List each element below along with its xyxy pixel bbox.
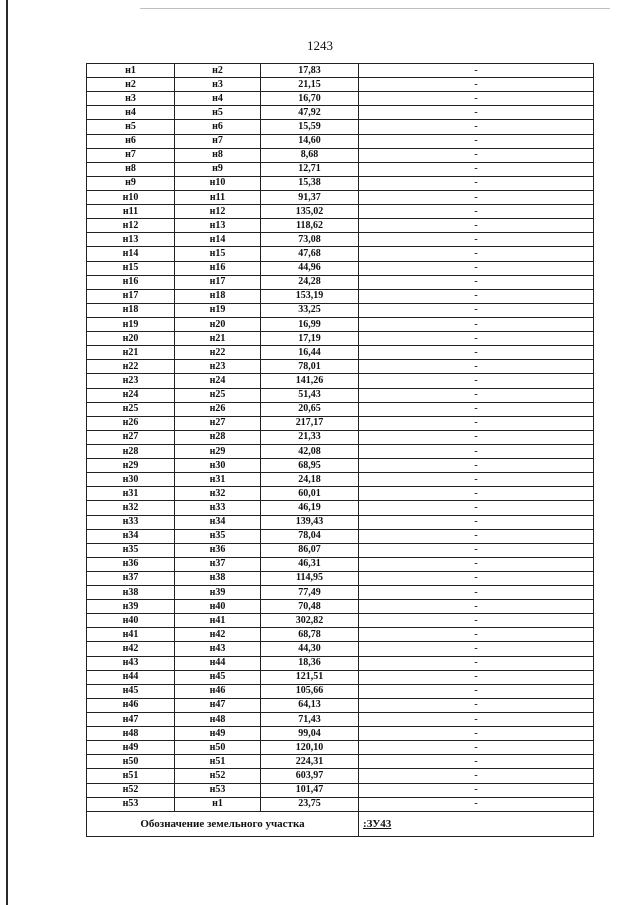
note-cell: - — [359, 134, 594, 148]
to-point-cell: н49 — [175, 727, 261, 741]
page-number: 1243 — [307, 38, 333, 53]
table-row — [87, 402, 594, 416]
land-plot-label: Обозначение земельного участка — [87, 811, 359, 836]
length-cell: 101,47 — [261, 783, 359, 797]
table-row — [87, 529, 594, 543]
from-point-cell: н34 — [87, 529, 175, 543]
length-cell: 24,18 — [261, 473, 359, 487]
length-cell: 73,08 — [261, 233, 359, 247]
to-point-cell: н16 — [175, 261, 261, 275]
to-point-cell: н52 — [175, 769, 261, 783]
from-point-cell: н40 — [87, 614, 175, 628]
note-cell: - — [359, 642, 594, 656]
from-point-cell: н52 — [87, 783, 175, 797]
to-point-cell: н30 — [175, 459, 261, 473]
note-cell: - — [359, 444, 594, 458]
table-row — [87, 289, 594, 303]
note-cell: - — [359, 741, 594, 755]
from-point-cell: н35 — [87, 543, 175, 557]
to-point-cell: н32 — [175, 487, 261, 501]
length-cell: 99,04 — [261, 727, 359, 741]
length-cell: 78,01 — [261, 360, 359, 374]
table-row — [87, 233, 594, 247]
length-cell: 51,43 — [261, 388, 359, 402]
note-cell: - — [359, 388, 594, 402]
to-point-cell: н17 — [175, 275, 261, 289]
to-point-cell: н5 — [175, 106, 261, 120]
note-cell: - — [359, 162, 594, 176]
table-row — [87, 614, 594, 628]
table-row — [87, 332, 594, 346]
length-cell: 14,60 — [261, 134, 359, 148]
note-cell: - — [359, 473, 594, 487]
note-cell: - — [359, 176, 594, 190]
from-point-cell: н47 — [87, 713, 175, 727]
length-cell: 121,51 — [261, 670, 359, 684]
table-row — [87, 487, 594, 501]
length-cell: 118,62 — [261, 219, 359, 233]
length-cell: 153,19 — [261, 289, 359, 303]
table-footer-row — [87, 811, 594, 836]
length-cell: 16,44 — [261, 346, 359, 360]
to-point-cell: н35 — [175, 529, 261, 543]
to-point-cell: н44 — [175, 656, 261, 670]
to-point-cell: н36 — [175, 543, 261, 557]
table-row — [87, 219, 594, 233]
from-point-cell: н39 — [87, 600, 175, 614]
table-row — [87, 247, 594, 261]
length-cell: 86,07 — [261, 543, 359, 557]
table-row — [87, 670, 594, 684]
length-cell: 224,31 — [261, 755, 359, 769]
table-row — [87, 261, 594, 275]
table-row — [87, 741, 594, 755]
note-cell: - — [359, 416, 594, 430]
table-row — [87, 586, 594, 600]
table-row — [87, 769, 594, 783]
note-cell: - — [359, 261, 594, 275]
table-row — [87, 713, 594, 727]
table-row — [87, 275, 594, 289]
note-cell: - — [359, 515, 594, 529]
table-row — [87, 656, 594, 670]
note-cell: - — [359, 205, 594, 219]
to-point-cell: н26 — [175, 402, 261, 416]
note-cell: - — [359, 783, 594, 797]
to-point-cell: н45 — [175, 670, 261, 684]
table-row — [87, 797, 594, 811]
table-row — [87, 360, 594, 374]
length-cell: 16,70 — [261, 92, 359, 106]
to-point-cell: н20 — [175, 317, 261, 331]
length-cell: 8,68 — [261, 148, 359, 162]
length-cell: 33,25 — [261, 303, 359, 317]
from-point-cell: н36 — [87, 557, 175, 571]
to-point-cell: н18 — [175, 289, 261, 303]
to-point-cell: н53 — [175, 783, 261, 797]
table-row — [87, 628, 594, 642]
note-cell: - — [359, 233, 594, 247]
length-cell: 23,75 — [261, 797, 359, 811]
to-point-cell: н38 — [175, 571, 261, 585]
length-cell: 46,19 — [261, 501, 359, 515]
from-point-cell: н43 — [87, 656, 175, 670]
to-point-cell: н14 — [175, 233, 261, 247]
table-row — [87, 106, 594, 120]
to-point-cell: н48 — [175, 713, 261, 727]
to-point-cell: н4 — [175, 92, 261, 106]
note-cell: - — [359, 755, 594, 769]
to-point-cell: н9 — [175, 162, 261, 176]
note-cell: - — [359, 317, 594, 331]
from-point-cell: н16 — [87, 275, 175, 289]
table-row — [87, 571, 594, 585]
table-body — [87, 64, 594, 812]
to-point-cell: н22 — [175, 346, 261, 360]
length-cell: 17,83 — [261, 64, 359, 78]
table-row — [87, 78, 594, 92]
from-point-cell: н30 — [87, 473, 175, 487]
table-row — [87, 444, 594, 458]
to-point-cell: н31 — [175, 473, 261, 487]
table-row — [87, 346, 594, 360]
to-point-cell: н34 — [175, 515, 261, 529]
length-cell: 21,15 — [261, 78, 359, 92]
table-row — [87, 374, 594, 388]
table-row — [87, 190, 594, 204]
note-cell: - — [359, 571, 594, 585]
note-cell: - — [359, 92, 594, 106]
length-cell: 91,37 — [261, 190, 359, 204]
note-cell: - — [359, 600, 594, 614]
length-cell: 114,95 — [261, 571, 359, 585]
to-point-cell: н33 — [175, 501, 261, 515]
table-row — [87, 134, 594, 148]
length-cell: 139,43 — [261, 515, 359, 529]
note-cell: - — [359, 586, 594, 600]
note-cell: - — [359, 78, 594, 92]
from-point-cell: н37 — [87, 571, 175, 585]
to-point-cell: н21 — [175, 332, 261, 346]
length-cell: 217,17 — [261, 416, 359, 430]
from-point-cell: н6 — [87, 134, 175, 148]
note-cell: - — [359, 402, 594, 416]
note-cell: - — [359, 656, 594, 670]
to-point-cell: н47 — [175, 698, 261, 712]
note-cell: - — [359, 487, 594, 501]
length-cell: 71,43 — [261, 713, 359, 727]
table-row — [87, 430, 594, 444]
from-point-cell: н17 — [87, 289, 175, 303]
from-point-cell: н7 — [87, 148, 175, 162]
length-cell: 15,38 — [261, 176, 359, 190]
to-point-cell: н37 — [175, 557, 261, 571]
length-cell: 77,49 — [261, 586, 359, 600]
note-cell: - — [359, 557, 594, 571]
table-row — [87, 120, 594, 134]
to-point-cell: н29 — [175, 444, 261, 458]
table-row — [87, 459, 594, 473]
from-point-cell: н46 — [87, 698, 175, 712]
from-point-cell: н22 — [87, 360, 175, 374]
to-point-cell: н28 — [175, 430, 261, 444]
from-point-cell: н21 — [87, 346, 175, 360]
from-point-cell: н11 — [87, 205, 175, 219]
table-row — [87, 600, 594, 614]
table-row — [87, 205, 594, 219]
table-row — [87, 543, 594, 557]
from-point-cell: н26 — [87, 416, 175, 430]
note-cell: - — [359, 430, 594, 444]
table-row — [87, 473, 594, 487]
note-cell: - — [359, 543, 594, 557]
to-point-cell: н13 — [175, 219, 261, 233]
length-cell: 603,97 — [261, 769, 359, 783]
to-point-cell: н10 — [175, 176, 261, 190]
table-row — [87, 684, 594, 698]
from-point-cell: н45 — [87, 684, 175, 698]
note-cell: - — [359, 797, 594, 811]
note-cell: - — [359, 670, 594, 684]
scan-top-edge — [140, 8, 610, 9]
from-point-cell: н38 — [87, 586, 175, 600]
from-point-cell: н23 — [87, 374, 175, 388]
to-point-cell: н19 — [175, 303, 261, 317]
from-point-cell: н2 — [87, 78, 175, 92]
note-cell: - — [359, 628, 594, 642]
note-cell: - — [359, 275, 594, 289]
note-cell: - — [359, 120, 594, 134]
table-row — [87, 755, 594, 769]
from-point-cell: н19 — [87, 317, 175, 331]
length-cell: 105,66 — [261, 684, 359, 698]
from-point-cell: н1 — [87, 64, 175, 78]
to-point-cell: н27 — [175, 416, 261, 430]
note-cell: - — [359, 684, 594, 698]
to-point-cell: н7 — [175, 134, 261, 148]
length-cell: 78,04 — [261, 529, 359, 543]
from-point-cell: н50 — [87, 755, 175, 769]
note-cell: - — [359, 501, 594, 515]
scan-left-edge — [6, 0, 8, 905]
note-cell: - — [359, 374, 594, 388]
table-row — [87, 501, 594, 515]
from-point-cell: н20 — [87, 332, 175, 346]
length-cell: 44,30 — [261, 642, 359, 656]
from-point-cell: н49 — [87, 741, 175, 755]
length-cell: 16,99 — [261, 317, 359, 331]
note-cell: - — [359, 529, 594, 543]
to-point-cell: н51 — [175, 755, 261, 769]
table-row — [87, 162, 594, 176]
to-point-cell: н3 — [175, 78, 261, 92]
from-point-cell: н53 — [87, 797, 175, 811]
from-point-cell: н41 — [87, 628, 175, 642]
to-point-cell: н15 — [175, 247, 261, 261]
note-cell: - — [359, 769, 594, 783]
from-point-cell: н14 — [87, 247, 175, 261]
length-cell: 302,82 — [261, 614, 359, 628]
length-cell: 44,96 — [261, 261, 359, 275]
length-cell: 60,01 — [261, 487, 359, 501]
from-point-cell: н42 — [87, 642, 175, 656]
note-cell: - — [359, 106, 594, 120]
from-point-cell: н4 — [87, 106, 175, 120]
note-cell: - — [359, 303, 594, 317]
length-cell: 47,68 — [261, 247, 359, 261]
to-point-cell: н41 — [175, 614, 261, 628]
to-point-cell: н23 — [175, 360, 261, 374]
from-point-cell: н8 — [87, 162, 175, 176]
note-cell: - — [359, 360, 594, 374]
length-cell: 17,19 — [261, 332, 359, 346]
table-row — [87, 176, 594, 190]
to-point-cell: н2 — [175, 64, 261, 78]
from-point-cell: н25 — [87, 402, 175, 416]
note-cell: - — [359, 247, 594, 261]
land-plot-code: :ЗУ43 — [359, 811, 594, 836]
from-point-cell: н18 — [87, 303, 175, 317]
from-point-cell: н31 — [87, 487, 175, 501]
length-cell: 70,48 — [261, 600, 359, 614]
note-cell: - — [359, 727, 594, 741]
from-point-cell: н51 — [87, 769, 175, 783]
from-point-cell: н15 — [87, 261, 175, 275]
length-cell: 68,78 — [261, 628, 359, 642]
from-point-cell: н27 — [87, 430, 175, 444]
from-point-cell: н10 — [87, 190, 175, 204]
length-cell: 12,71 — [261, 162, 359, 176]
from-point-cell: н5 — [87, 120, 175, 134]
from-point-cell: н32 — [87, 501, 175, 515]
table-row — [87, 698, 594, 712]
to-point-cell: н39 — [175, 586, 261, 600]
length-cell: 18,36 — [261, 656, 359, 670]
to-point-cell: н8 — [175, 148, 261, 162]
table-row — [87, 92, 594, 106]
table-row — [87, 557, 594, 571]
to-point-cell: н12 — [175, 205, 261, 219]
length-cell: 46,31 — [261, 557, 359, 571]
note-cell: - — [359, 614, 594, 628]
note-cell: - — [359, 190, 594, 204]
length-cell: 135,02 — [261, 205, 359, 219]
length-cell: 47,92 — [261, 106, 359, 120]
length-cell: 15,59 — [261, 120, 359, 134]
to-point-cell: н24 — [175, 374, 261, 388]
from-point-cell: н29 — [87, 459, 175, 473]
from-point-cell: н44 — [87, 670, 175, 684]
length-cell: 24,28 — [261, 275, 359, 289]
length-cell: 42,08 — [261, 444, 359, 458]
length-cell: 141,26 — [261, 374, 359, 388]
to-point-cell: н50 — [175, 741, 261, 755]
to-point-cell: н42 — [175, 628, 261, 642]
note-cell: - — [359, 148, 594, 162]
from-point-cell: н3 — [87, 92, 175, 106]
to-point-cell: н1 — [175, 797, 261, 811]
table-row — [87, 727, 594, 741]
note-cell: - — [359, 332, 594, 346]
to-point-cell: н6 — [175, 120, 261, 134]
length-cell: 120,10 — [261, 741, 359, 755]
from-point-cell: н12 — [87, 219, 175, 233]
length-cell: 68,95 — [261, 459, 359, 473]
from-point-cell: н33 — [87, 515, 175, 529]
table-row — [87, 783, 594, 797]
note-cell: - — [359, 219, 594, 233]
length-cell: 21,33 — [261, 430, 359, 444]
from-point-cell: н13 — [87, 233, 175, 247]
from-point-cell: н48 — [87, 727, 175, 741]
note-cell: - — [359, 289, 594, 303]
boundary-segments-table — [86, 63, 594, 837]
table-row — [87, 642, 594, 656]
table-row — [87, 317, 594, 331]
table-row — [87, 64, 594, 78]
to-point-cell: н40 — [175, 600, 261, 614]
table-row — [87, 388, 594, 402]
table-row — [87, 148, 594, 162]
to-point-cell: н46 — [175, 684, 261, 698]
to-point-cell: н25 — [175, 388, 261, 402]
note-cell: - — [359, 698, 594, 712]
note-cell: - — [359, 64, 594, 78]
table-row — [87, 416, 594, 430]
length-cell: 64,13 — [261, 698, 359, 712]
to-point-cell: н43 — [175, 642, 261, 656]
from-point-cell: н28 — [87, 444, 175, 458]
table-row — [87, 303, 594, 317]
from-point-cell: н9 — [87, 176, 175, 190]
to-point-cell: н11 — [175, 190, 261, 204]
length-cell: 20,65 — [261, 402, 359, 416]
table-row — [87, 515, 594, 529]
note-cell: - — [359, 459, 594, 473]
from-point-cell: н24 — [87, 388, 175, 402]
note-cell: - — [359, 346, 594, 360]
note-cell: - — [359, 713, 594, 727]
